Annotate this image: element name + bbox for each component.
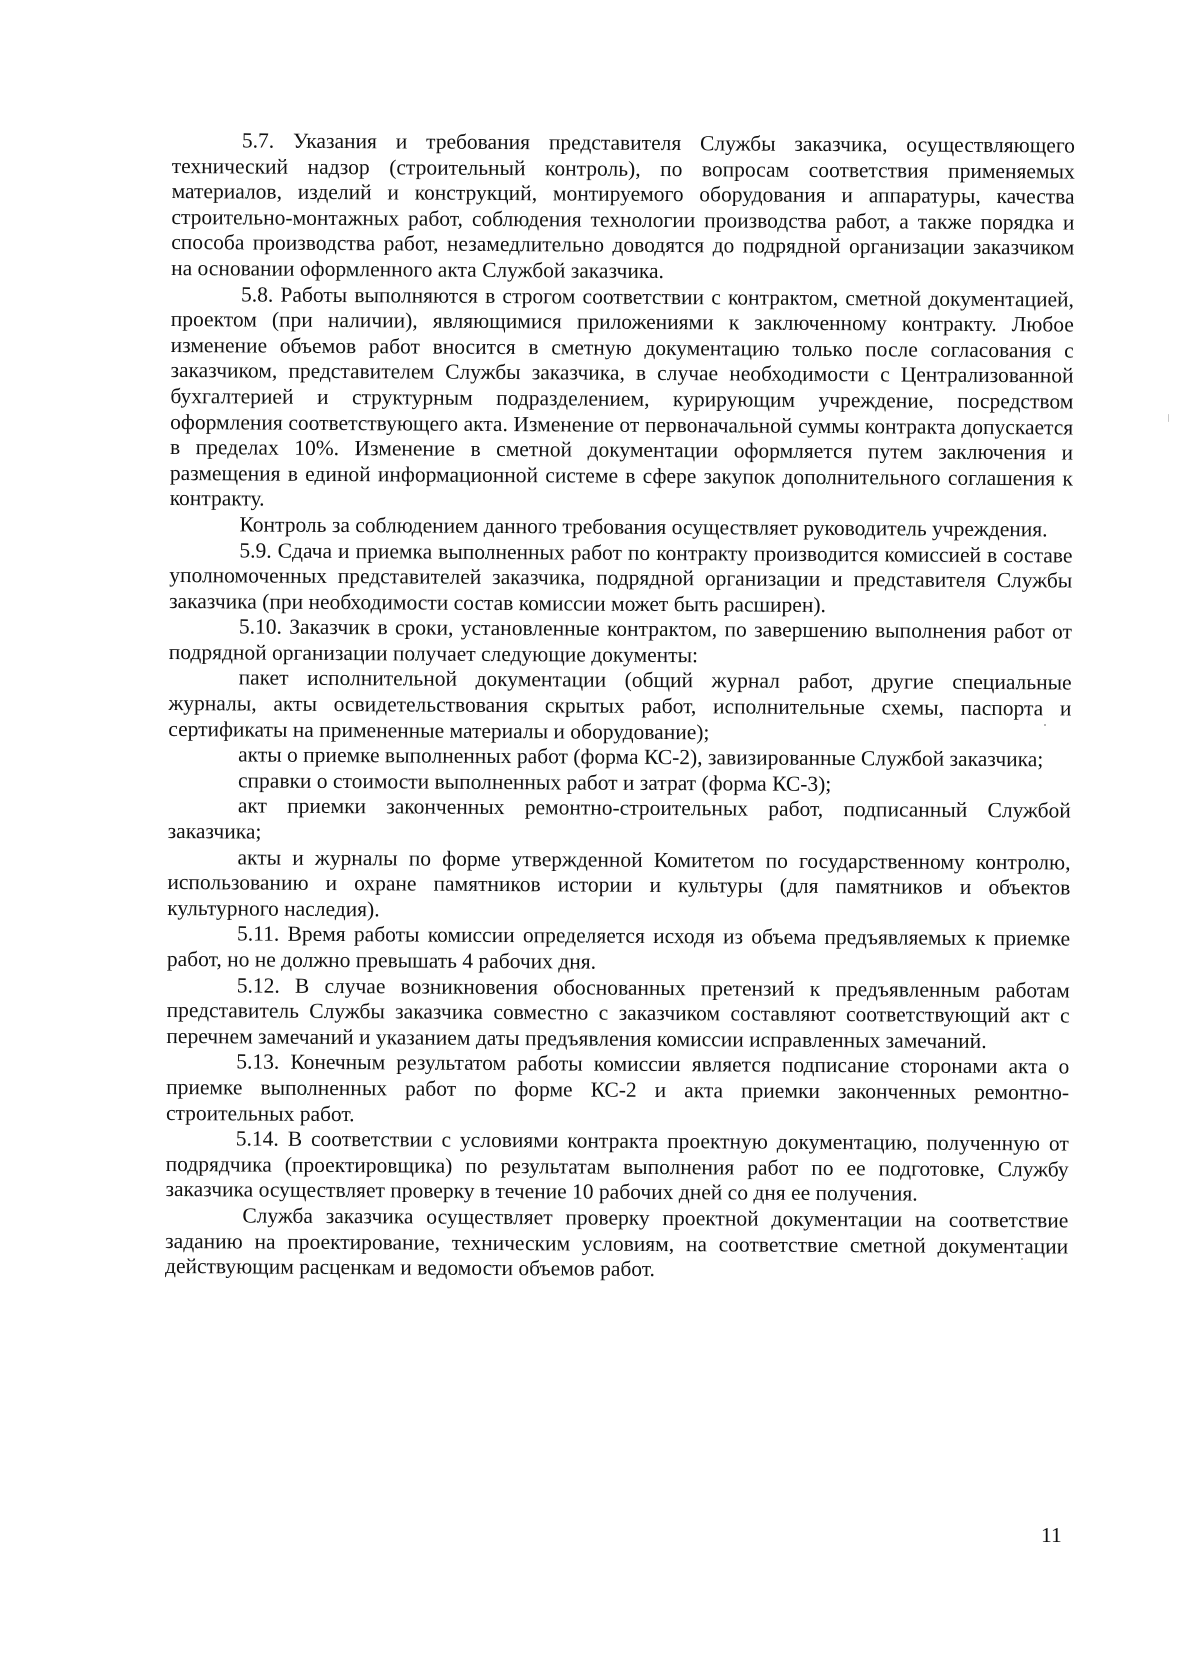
paragraph-control: Контроль за соблюдением данного требования осуществляет руководитель учреждения. xyxy=(239,512,1048,542)
paragraph-5-12: 5.12. В случае возникновения обоснованных претензий к предъявленным работам представитель Службы заказчика совместно с заказчиком составляют соответствующий акт с перечнем замечаний и указанием даты предъявления комиссии исправленных замечаний. xyxy=(166,973,1070,1053)
body-text xyxy=(165,128,1075,1285)
list-item-ks2-acts: акты о приемке выполненных работ (форма КС-2), завизированные Службой заказчика; xyxy=(238,742,1044,772)
paragraph-5-7: 5.7. Указания и требования представителя Службы заказчика, осуществляющего технический надзор (строительный контроль), по вопросам соответствия применяемых материалов, изделий и конструкций, монтируемого оборудования и аппаратуры, качества строительно-монтажных работ, соблюдения технологии производства работ, а также порядка и способа производства работ, незамедлительно доводятся до подрядной организации заказчиком на основании оформленного акта Службой заказчика. xyxy=(171,128,1075,283)
paragraph-5-10: 5.10. Заказчик в сроки, установленные контрактом, по завершению выполнения работ от подрядной организации получает следующие документы: xyxy=(168,614,1073,668)
paragraph-5-9: 5.9. Сдача и приемка выполненных работ по контракту производится комиссией в составе уполномоченных представителей заказчика, подрядной организации и представителя Службы заказчика (при необходимости состав комиссии может быть расширен). xyxy=(169,537,1073,617)
list-item-acceptance-act: акт приемки законченных ремонтно-строительных работ, подписанный Службой заказчика; xyxy=(167,793,1071,844)
scan-speck xyxy=(1168,414,1169,422)
list-item-heritage-acts: акты и журналы по форме утвержденной Комитетом по государственному контролю, использованию и охране памятников истории и культуры (для памятников и объектов культурного наследия). xyxy=(167,845,1071,922)
paragraph-5-14: 5.14. В соответствии с условиями контракта проектную документацию, полученную от подрядчика (проектировщика) по результатам выполнения работ по ее подготовке, Службу заказчика осуществляет проверку в течение 10 рабочих дней со дня ее получения. xyxy=(165,1126,1069,1206)
page-number: 11 xyxy=(1041,1523,1062,1547)
scan-speck xyxy=(1044,724,1046,726)
paragraph-5-11: 5.11. Время работы комиссии определяется исходя из объема предъявляемых к приемке работ, но не должно превышать 4 рабочих дня. xyxy=(166,921,1071,974)
list-item-ks3-certificates: справки о стоимости выполненных работ и затрат (форма КС-3); xyxy=(237,768,832,796)
paragraph-service-check: Служба заказчика осуществляет проверку проектной документации на соответствие заданию на проектирование, техническим условиям, на соответствие сметной документации действующим расценкам и ведомости объемов работ. xyxy=(164,1203,1069,1282)
scan-speck xyxy=(1021,1258,1023,1260)
paragraph-5-8: 5.8. Работы выполняются в строгом соответствии с контрактом, сметной документацией, проектом (при наличии), являющимися приложениями к заключенному контракту. Любое изменение объемов работ вносится в сметную документацию только после согласования с заказчиком, представителем Службы заказчика, в случае необходимости с Централизованной бухгалтерией и структурным подразделением, курирующим учреждение, посредством оформления соответствующего акта. Изменение от первоначальной суммы контракта допускается в пределах 10%. Изменение в сметной документации оформляется путем заключения и размещения в единой информационной системе в сфере закупок дополнительного соглашения к контракту. xyxy=(169,281,1075,511)
list-item-executive-documentation: пакет исполнительной документации (общий журнал работ, другие специальные журналы, акты освидетельствования скрытых работ, исполнительные схемы, паспорта и сертификаты на примененные материалы и оборудование); xyxy=(168,665,1072,744)
paragraph-5-13: 5.13. Конечным результатом работы комиссии является подписание сторонами акта о приемке выполненных работ по форме КС-2 и акта приемки законченных ремонтно-строительных работ. xyxy=(165,1049,1070,1126)
